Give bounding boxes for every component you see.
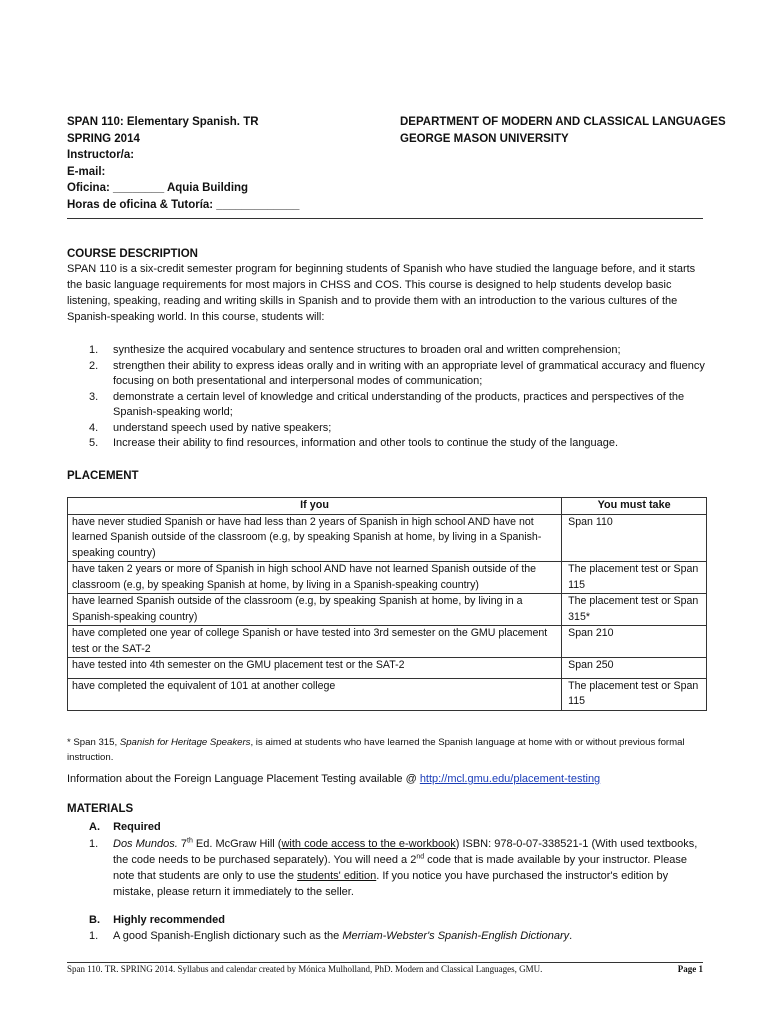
recommended-item-text bbox=[89, 928, 707, 944]
recommended-label: B. bbox=[89, 914, 100, 926]
objective-number: 3. bbox=[89, 390, 99, 403]
course-cell: Span 110 bbox=[562, 514, 707, 562]
objective-number: 5. bbox=[89, 437, 99, 449]
objective-item bbox=[67, 359, 707, 390]
email-label: E-mail: bbox=[67, 165, 106, 178]
objective-text: demonstrate a certain level of knowledge and critical understanding of the products, practices and perspectives of the Spanish-speaking world; bbox=[113, 390, 685, 418]
code-note: code that is made available by your instructor. Please note that students are only to use the bbox=[113, 854, 688, 882]
recommended-item-number: 1. bbox=[89, 930, 99, 942]
course-description-section bbox=[67, 248, 707, 325]
course-cell: Span 210 bbox=[562, 626, 707, 658]
placement-info bbox=[67, 771, 707, 787]
condition-cell: have taken 2 years or more of Spanish in high school AND have not learned Spanish outside of the classroom (e.g, by speaking Spanish at home, by living in a Spanish-speaking country) bbox=[68, 562, 562, 594]
objective-text: strengthen their ability to express ideas orally and in writing with an appropriate level of grammatical accuracy and fluency focusing on both presentational and interpersonal modes of communication; bbox=[113, 359, 705, 387]
second-suffix: nd bbox=[416, 853, 425, 861]
objective-number: 4. bbox=[89, 421, 99, 434]
required-heading bbox=[89, 819, 161, 835]
required-title: Required bbox=[113, 821, 161, 833]
instructor-label: Instructor/a: bbox=[67, 149, 135, 161]
placement-table bbox=[67, 497, 707, 711]
note-suffix: , is aimed at students who have learned the Spanish language at home with or without previous formal instruction. bbox=[67, 737, 685, 763]
objectives-list-wrapper bbox=[67, 343, 707, 452]
placement-info-text: Information about the Foreign Language Placement Testing available @ bbox=[67, 773, 420, 785]
course-cell: Span 250 bbox=[562, 658, 707, 679]
course-cell: The placement test or Span 115 bbox=[562, 678, 707, 710]
isbn-text: ) ISBN: 978-0-07-338521-1 (With used textbooks, the code needs to be purchased separately). You will need a 2 bbox=[113, 838, 698, 866]
department-name: DEPARTMENT OF MODERN AND CLASSICAL LANGUAGES bbox=[400, 116, 726, 128]
objective-text: understand speech used by native speakers; bbox=[113, 421, 332, 434]
objectives-list bbox=[67, 343, 707, 452]
page-number: Page 1 bbox=[677, 964, 703, 974]
office-label: Oficina: ________ Aquia Building bbox=[67, 182, 249, 194]
table-row bbox=[68, 658, 707, 679]
recommended-title: Highly recommended bbox=[113, 914, 225, 926]
dictionary-end: . bbox=[569, 930, 573, 942]
course-cell: The placement test or Span 315* bbox=[562, 594, 707, 626]
table-row bbox=[68, 678, 707, 710]
course-cell: The placement test or Span 115 bbox=[562, 562, 707, 594]
course-header bbox=[67, 114, 387, 213]
table-row bbox=[68, 514, 707, 562]
condition-cell: have completed the equivalent of 101 at another college bbox=[68, 678, 562, 710]
university-name: GEORGE MASON UNIVERSITY bbox=[400, 132, 569, 145]
required-item-number: 1. bbox=[89, 838, 99, 850]
semester: SPRING 2014 bbox=[67, 132, 140, 145]
edition-number: 7 bbox=[177, 838, 187, 850]
office-hours-label: Horas de oficina & Tutoría: _____________ bbox=[67, 198, 300, 211]
dictionary-title: Merriam-Webster's Spanish-English Dictionary bbox=[342, 930, 570, 942]
placement-testing-link[interactable]: http://mcl.gmu.edu/placement-testing bbox=[419, 773, 601, 785]
department-header bbox=[400, 114, 740, 147]
objective-item bbox=[67, 421, 707, 437]
required-label: A. bbox=[89, 821, 100, 833]
heritage-speakers-note bbox=[67, 735, 707, 765]
objective-text: Increase their ability to find resources, information and other tools to continue the study of the language. bbox=[113, 437, 619, 449]
column-header-you-must-take: You must take bbox=[562, 498, 707, 515]
note-prefix: * Span 315, bbox=[67, 737, 120, 748]
objective-text: synthesize the acquired vocabulary and sentence structures to broaden oral and written comprehension; bbox=[113, 344, 621, 356]
objective-item bbox=[67, 436, 707, 452]
table-row bbox=[68, 562, 707, 594]
header-divider bbox=[67, 218, 703, 219]
placement-title: PLACEMENT bbox=[67, 470, 139, 482]
course-code: SPAN 110: Elementary Spanish. TR bbox=[67, 116, 259, 128]
objective-number: 1. bbox=[89, 344, 99, 356]
footer-divider bbox=[67, 962, 703, 963]
textbook-title: Dos Mundos. bbox=[113, 838, 178, 850]
course-description-title: COURSE DESCRIPTION bbox=[67, 248, 198, 260]
course-description-text: SPAN 110 is a six-credit semester program for beginning students of Spanish who have studied the language before, and it starts the basic language requirements for most majors in CHSS and COS. This course is designed to help students develop basic listening, speaking, reading and writing skills in Spanish and to provide them with an introduction to the various cultures of the Spanish-speaking world. In this course, students will: bbox=[67, 263, 696, 323]
return-note: . If you notice you have purchased the instructor's edition by mistake, please return it immediately to the seller. bbox=[113, 870, 669, 898]
condition-cell: have completed one year of college Spanish or have tested into 3rd semester on the GMU placement test or the SAT-2 bbox=[68, 626, 562, 658]
edition-suffix: th bbox=[187, 837, 193, 845]
table-header-row bbox=[68, 498, 707, 515]
table-row bbox=[68, 626, 707, 658]
ebook-note: with code access to the e-workbook bbox=[281, 838, 456, 850]
objective-item bbox=[67, 343, 707, 359]
required-item-text bbox=[89, 836, 707, 900]
objective-number: 2. bbox=[89, 359, 99, 372]
note-course-title: Spanish for Heritage Speakers bbox=[119, 737, 251, 748]
required-item bbox=[89, 836, 707, 900]
condition-cell: have tested into 4th semester on the GMU placement test or the SAT-2 bbox=[68, 658, 562, 679]
dictionary-text: A good Spanish-English dictionary such as the bbox=[113, 930, 343, 942]
recommended-item bbox=[89, 928, 707, 944]
materials-title: MATERIALS bbox=[67, 803, 134, 815]
table-row bbox=[68, 594, 707, 626]
publisher: Ed. McGraw Hill ( bbox=[192, 838, 282, 850]
footer-text: Span 110. TR. SPRING 2014. Syllabus and calendar created by Mónica Mulholland, PhD. Modern and Classical Languages, GMU. bbox=[67, 964, 543, 974]
objective-item bbox=[67, 390, 707, 421]
recommended-heading bbox=[89, 912, 225, 928]
column-header-if-you: If you bbox=[68, 498, 562, 515]
students-edition: students' edition bbox=[297, 870, 377, 882]
condition-cell: have learned Spanish outside of the classroom (e.g, by speaking Spanish at home, by living in a Spanish-speaking country) bbox=[68, 594, 562, 626]
condition-cell: have never studied Spanish or have had less than 2 years of Spanish in high school AND have not learned Spanish outside of the classroom (e.g, by speaking Spanish at home, by living in a Spanish-speaking country) bbox=[68, 514, 562, 562]
